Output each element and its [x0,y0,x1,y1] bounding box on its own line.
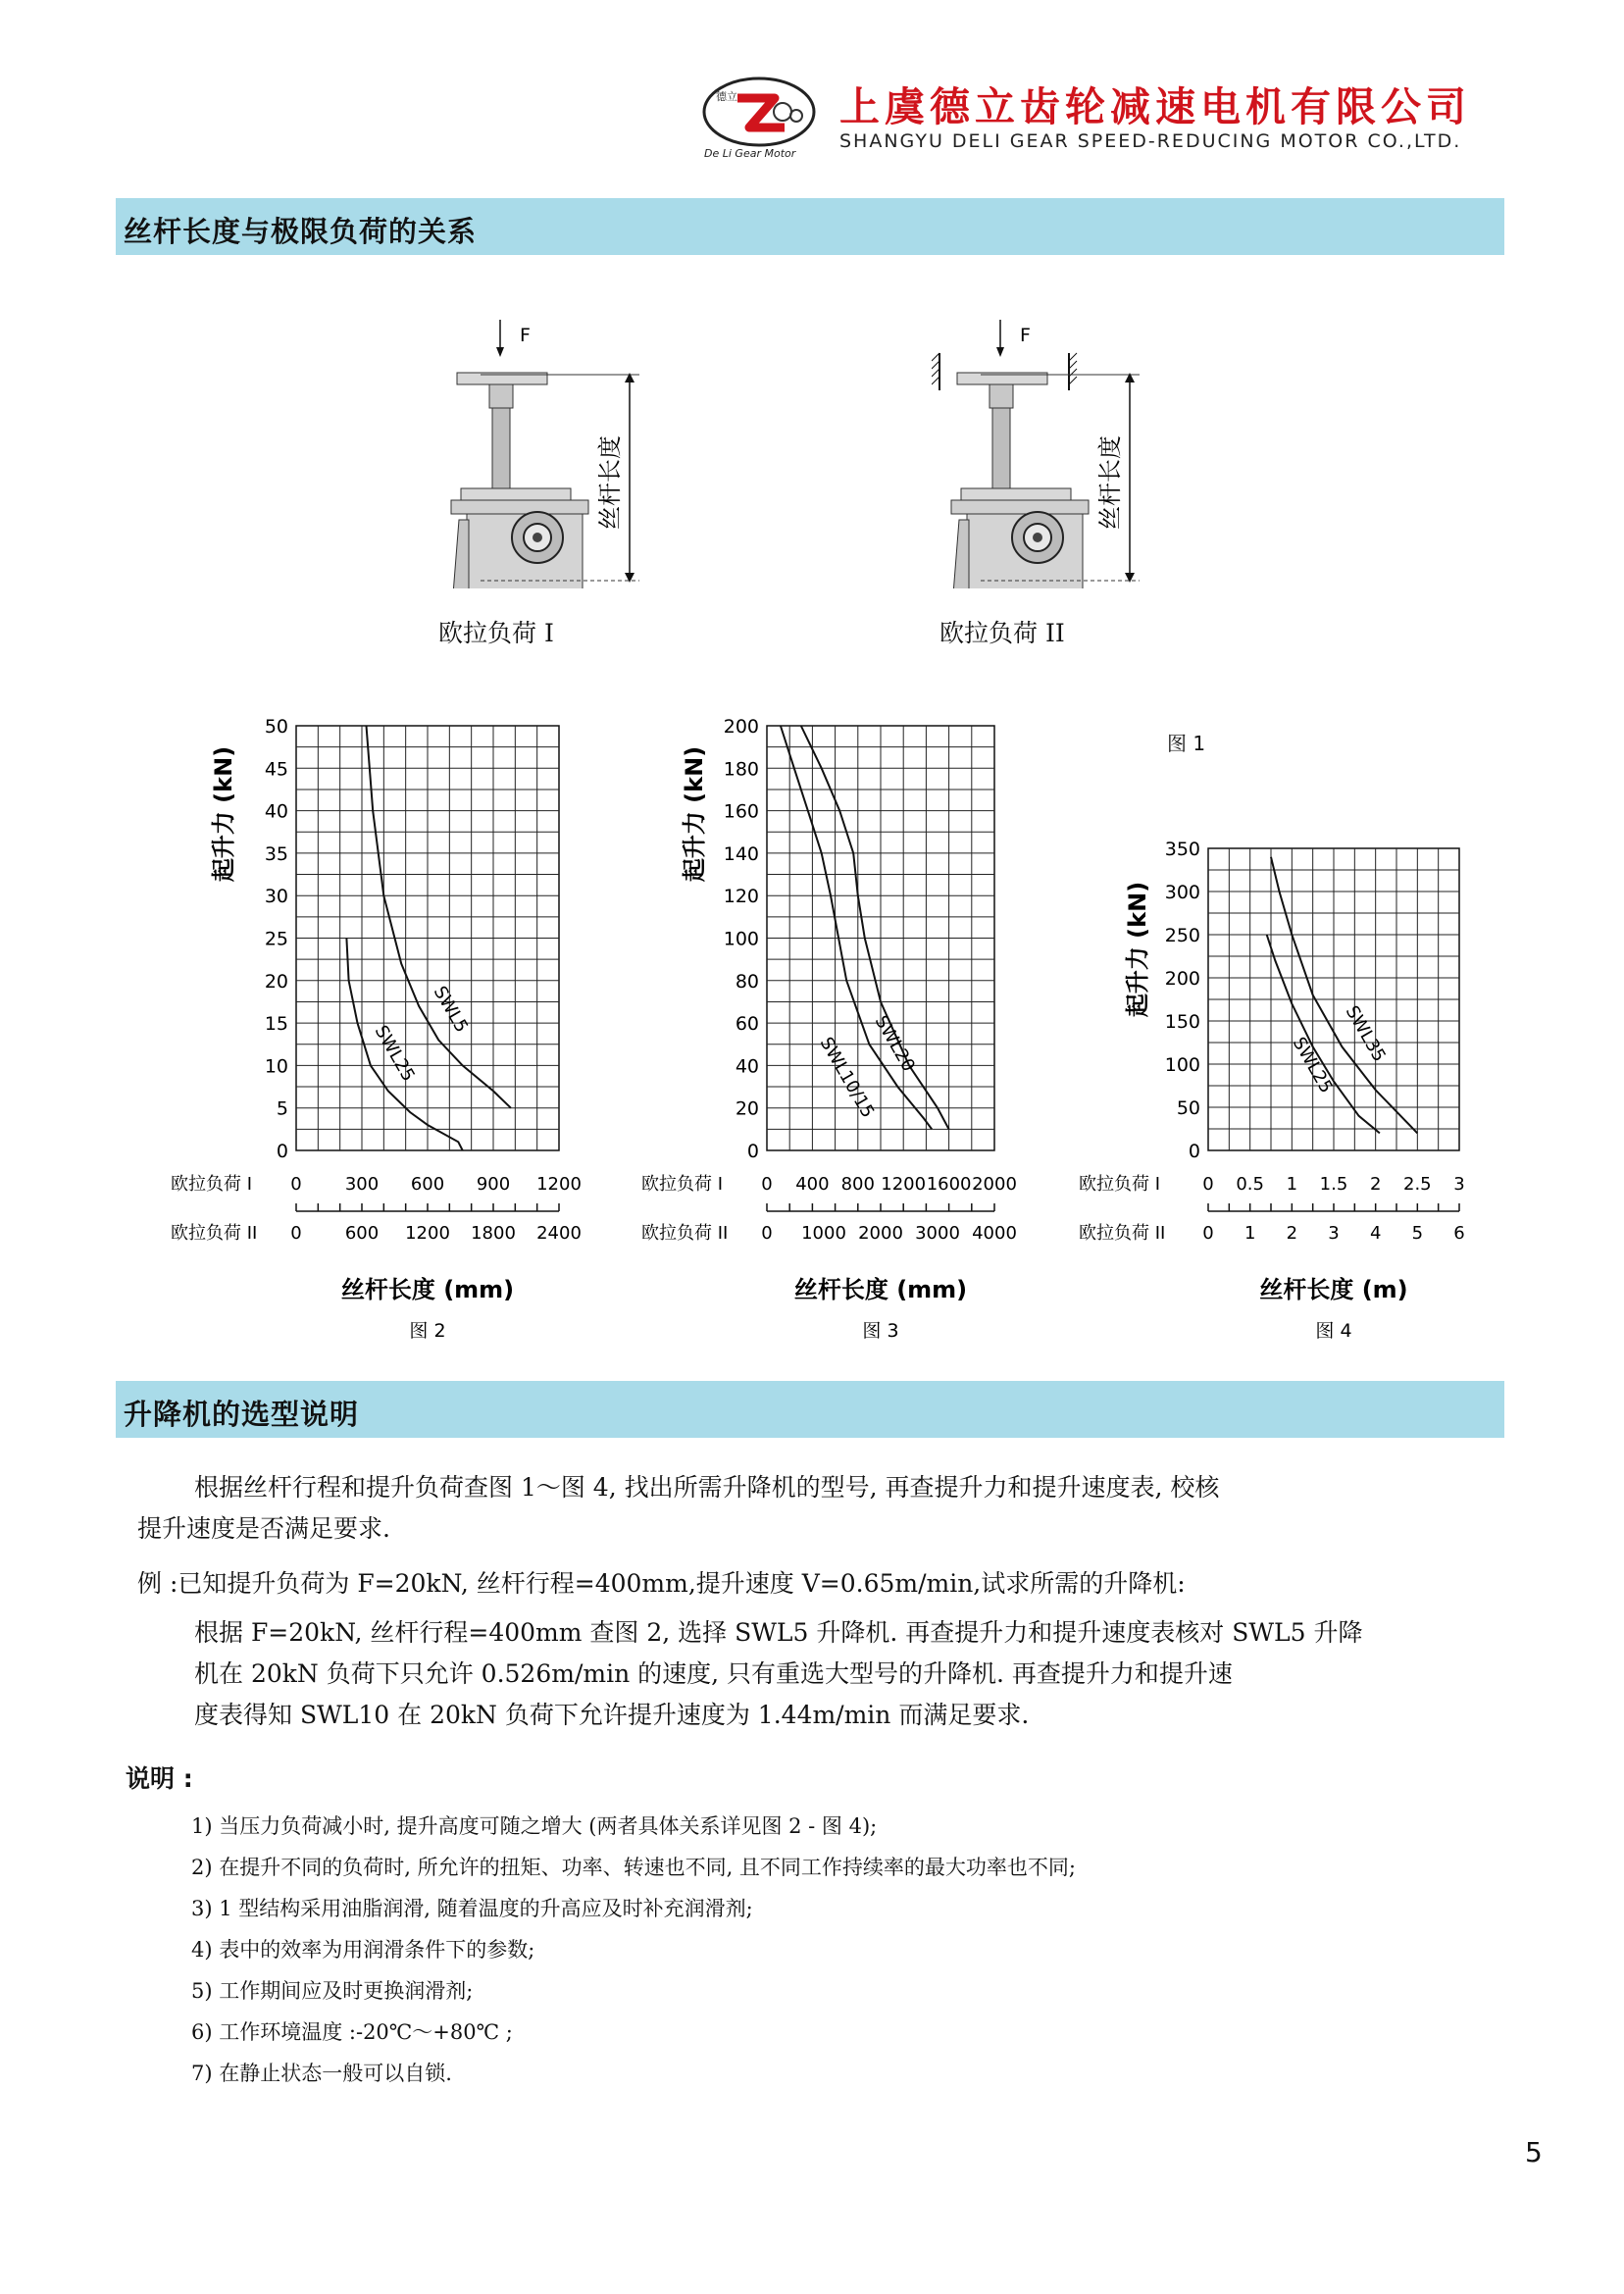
y-tick-label: 160 [723,800,759,823]
notes-heading: 说明 : [126,1764,193,1793]
x-tick-label: 800 [840,1174,875,1195]
y-tick-label: 40 [735,1055,759,1078]
y-tick-label: 20 [264,970,288,993]
x-tick-label: 2400 [536,1223,582,1244]
x-tick-label: 2.5 [1403,1174,1432,1195]
note-item: 3) 1 型结构采用油脂润滑, 随着温度的升高应及时补充润滑剂; [191,1897,753,1920]
x-tick-label: 3 [1328,1223,1340,1244]
y-tick-label: 250 [1164,925,1200,946]
y-tick-label: 25 [264,928,288,950]
note-item: 2) 在提升不同的负荷时, 所允许的扭矩、功率、转速也不同, 且不同工作持续率的最大功率也不同; [191,1856,1077,1879]
y-tick-label: 180 [723,758,759,781]
x-tick-label: 2000 [858,1223,903,1244]
x-axis-row-label: 欧拉负荷 I [1079,1174,1161,1195]
y-tick-label: 10 [264,1055,288,1078]
x-tick-label: 2 [1369,1174,1382,1195]
y-tick-label: 0 [1188,1141,1200,1162]
note-item: 5) 工作期间应及时更换润滑剂; [191,1979,474,2003]
figure1-caption-right: 欧拉负荷 II [939,619,1065,647]
x-tick-label: 400 [795,1174,830,1195]
euler-load-diagram-1 [422,314,677,588]
selection-paragraph: 根据丝杆行程和提升负荷查图 1～图 4, 找出所需升降机的型号, 再查提升力和提升速度表, 校核 [194,1473,1220,1502]
section-title: 丝杆长度与极限负荷的关系 [124,215,478,248]
chart-figure-3 [628,706,1059,1353]
note-item: 7) 在静止状态一般可以自锁. [191,2062,452,2085]
svg-text:丝杆长度: 丝杆长度 [596,435,624,530]
x-tick-label: 1200 [536,1174,582,1195]
y-tick-label: 100 [1164,1054,1200,1076]
x-tick-label: 2 [1286,1223,1298,1244]
x-tick-label: 1200 [405,1223,450,1244]
chart-title: 图 4 [1315,1320,1352,1342]
x-tick-label: 1600 [926,1174,972,1195]
x-axis-row-label: 欧拉负荷 II [1079,1223,1166,1244]
figure1-caption-left: 欧拉负荷 I [438,619,554,647]
note-item: 6) 工作环境温度 :-20℃～+80℃ ; [191,2020,513,2044]
company-logo [698,69,826,159]
series-label: SWL25 [1288,1034,1337,1097]
note-item: 1) 当压力负荷减小时, 提升高度可随之增大 (两者具体关系详见图 2 - 图 4); [191,1814,878,1838]
y-tick-label: 45 [264,758,288,781]
logo-chars: 德立 [716,90,737,103]
x-tick-label: 6 [1453,1223,1465,1244]
series-label: SWL20 [870,1012,919,1076]
chart-figure-2 [157,706,608,1353]
x-tick-label: 0 [290,1223,302,1244]
x-tick-label: 0 [761,1223,773,1244]
y-tick-label: 300 [1164,882,1200,903]
logo-text: De Li Gear Motor [704,147,796,159]
svg-text:F: F [1020,325,1031,346]
x-tick-label: 5 [1411,1223,1424,1244]
x-axis-label: 丝杆长度 (m) [1259,1276,1408,1303]
y-tick-label: 350 [1164,839,1200,860]
y-axis-label: 起升力 (kN) [681,745,708,883]
solution-line-1: 根据 F=20kN, 丝杆行程=400mm 查图 2, 选择 SWL5 升降机. 再查提升力和提升速度表核对 SWL5 升降 [194,1618,1363,1647]
y-tick-label: 30 [264,886,288,908]
y-tick-label: 120 [723,886,759,908]
x-tick-label: 900 [476,1174,511,1195]
example-line: 例 :已知提升负荷为 F=20kN, 丝杆行程=400mm,提升速度 V=0.65m/min,试求所需的升降机: [137,1569,1186,1598]
series-label: SWL25 [370,1022,419,1086]
series-label: SWL10/15 [815,1034,879,1122]
x-axis-row-label: 欧拉负荷 I [171,1174,253,1195]
x-tick-label: 4000 [972,1223,1017,1244]
x-tick-label: 0 [761,1174,773,1195]
chart-figure-4 [1069,706,1500,1353]
svg-text:丝杆长度: 丝杆长度 [1096,435,1124,530]
y-tick-label: 50 [1176,1097,1200,1119]
selection-paragraph-cont: 提升速度是否满足要求. [137,1514,390,1543]
section-title: 升降机的选型说明 [124,1398,360,1431]
x-tick-label: 2000 [972,1174,1017,1195]
page-number: 5 [1525,2136,1543,2168]
y-tick-label: 0 [746,1141,759,1162]
y-tick-label: 40 [264,800,288,823]
x-tick-label: 4 [1369,1223,1382,1244]
y-tick-label: 50 [264,716,288,738]
y-tick-label: 35 [264,842,288,865]
x-tick-label: 1.5 [1319,1174,1348,1195]
svg-text:F: F [520,325,531,346]
y-tick-label: 150 [1164,1011,1200,1033]
section-title-bar-2 [116,1381,1504,1438]
x-tick-label: 3 [1453,1174,1465,1195]
y-tick-label: 20 [735,1097,759,1120]
y-tick-label: 80 [735,970,759,993]
y-tick-label: 60 [735,1013,759,1036]
x-tick-label: 1200 [881,1174,927,1195]
x-tick-label: 1000 [801,1223,846,1244]
x-axis-row-label: 欧拉负荷 II [641,1223,729,1244]
y-tick-label: 5 [276,1097,288,1120]
chart-title: 图 3 [862,1320,899,1342]
x-tick-label: 600 [344,1223,380,1244]
solution-line-3: 度表得知 SWL10 在 20kN 负荷下允许提升速度为 1.44m/min 而满足要求. [194,1701,1030,1729]
x-tick-label: 0 [1202,1223,1214,1244]
x-axis-row-label: 欧拉负荷 I [641,1174,724,1195]
section-title-bar-1 [116,198,1504,255]
x-tick-label: 1 [1243,1223,1256,1244]
x-tick-label: 300 [344,1174,380,1195]
euler-load-diagram-2 [932,314,1187,588]
x-tick-label: 1800 [471,1223,516,1244]
series-label: SWL35 [1341,1002,1390,1066]
note-item: 4) 表中的效率为用润滑条件下的参数; [191,1938,535,1962]
x-tick-label: 600 [410,1174,445,1195]
x-tick-label: 0.5 [1236,1174,1264,1195]
y-tick-label: 100 [723,928,759,950]
y-tick-label: 200 [723,716,759,738]
company-name-en: SHANGYU DELI GEAR SPEED-REDUCING MOTOR CO.,LTD. [839,130,1462,152]
x-tick-label: 3000 [915,1223,960,1244]
x-axis-label: 丝杆长度 (mm) [793,1276,968,1303]
x-axis-label: 丝杆长度 (mm) [340,1276,515,1303]
y-axis-label: 起升力 (kN) [210,745,237,883]
y-axis-label: 起升力 (kN) [1124,881,1151,1018]
y-tick-label: 15 [264,1013,288,1036]
y-tick-label: 140 [723,842,759,865]
solution-line-2: 机在 20kN 负荷下只允许 0.526m/min 的速度, 只有重选大型号的升降机. 再查提升力和提升速 [194,1659,1233,1688]
series-label: SWL5 [429,983,473,1037]
figure1-label: 图 1 [1167,732,1206,755]
x-tick-label: 0 [290,1174,302,1195]
x-tick-label: 1 [1286,1174,1298,1195]
company-name-cn: 上虞德立齿轮减速电机有限公司 [839,83,1471,130]
y-tick-label: 0 [276,1141,288,1162]
chart-title: 图 2 [409,1320,446,1342]
x-tick-label: 0 [1202,1174,1214,1195]
x-axis-row-label: 欧拉负荷 II [171,1223,258,1244]
y-tick-label: 200 [1164,968,1200,990]
